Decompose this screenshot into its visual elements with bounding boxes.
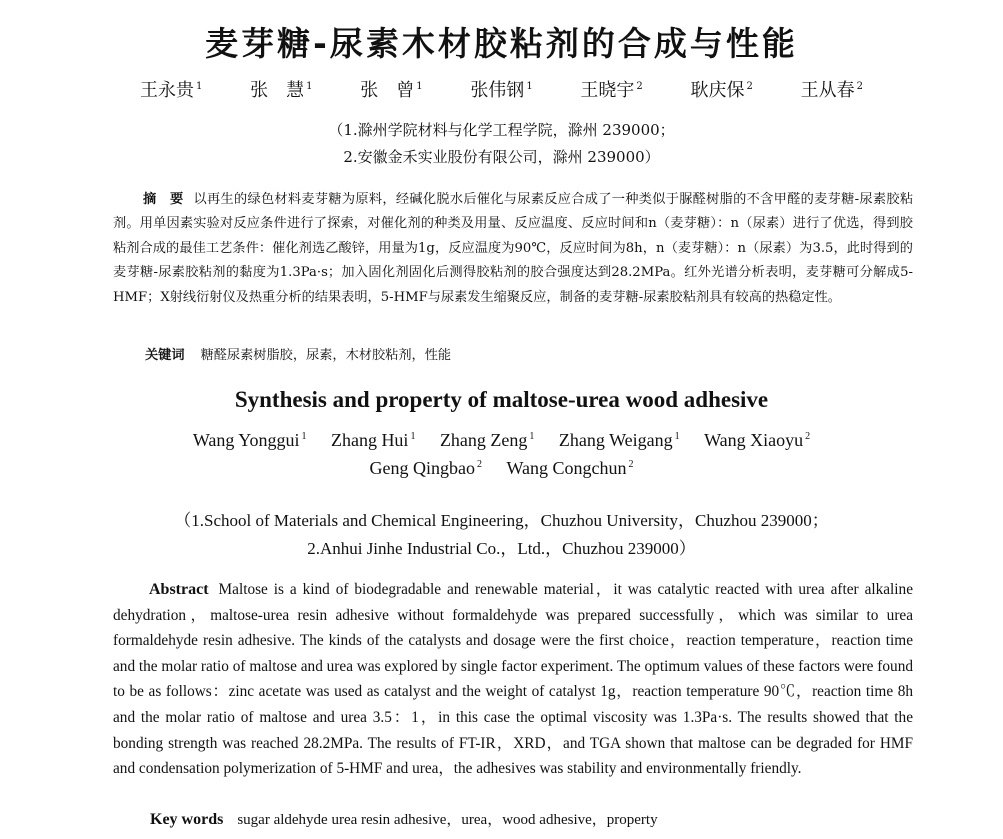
author: 张 曾 $^1$ <box>360 80 423 101</box>
chinese-keywords <box>145 344 451 363</box>
chinese-affiliation-1: （1.滁州学院材料与化学工程学院，滁州 239000； <box>328 121 675 139</box>
english-abstract-text: Maltose is a kind of biodegradable and renewable material，it was catalytic reacted with urea after alkaline dehydration，maltose-urea resin adhesive without formaldehyde was prepared successfully，which was similar to urea formaldehyde resin adhesive. The kinds of the catalysts and dosage were the first choice，reaction temperature，reaction time and the molar ratio of maltose and urea was explored by single factor experiment. The optimum values of these factors were found to be as follows：zinc acetate was used as catalyst and the weight of catalyst 1g，reaction temperature 90℃，reaction time 8h and the molar ratio of maltose and urea 3.5：1，in this case the optimal viscosity was 1.3Pa·s. The results showed that the bonding strength was reached 28.2MPa. The results of FT-IR，XRD，and TGA shown that maltose can be degraded for HMF and condensation polymerization of 5-HMF and urea，the adhesives was stability and environmentally friendly. <box>113 581 913 778</box>
chinese-affiliation-2: 2.安徽金禾实业股份有限公司，滁州 239000） <box>343 148 660 166</box>
chinese-keywords-label: 关键词 <box>145 348 185 363</box>
author: Wang Xiaoyu $^2$ <box>704 430 811 450</box>
author: 王晓宇 $^2$ <box>580 80 643 101</box>
english-affiliation-2: 2.Anhui Jinhe Industrial Co.，Ltd.，Chuzhou 239000） <box>307 539 696 558</box>
author: Zhang Hui $^1$ <box>330 430 416 450</box>
english-title: Synthesis and property of maltose-urea wood adhesive <box>234 387 769 412</box>
chinese-keywords-text: 糖醛尿素树脂胶，尿素，木材胶粘剂，性能 <box>200 348 452 363</box>
english-authors-line-1 <box>0 430 1003 451</box>
author: 王永贵 $^1$ <box>139 80 203 101</box>
author: Geng Qingbao $^2$ <box>369 458 482 478</box>
author: 张 慧 $^1$ <box>250 80 313 101</box>
english-keywords <box>150 808 658 829</box>
english-keywords-text: sugar aldehyde urea resin adhesive，urea，wood adhesive，property <box>237 812 658 828</box>
chinese-authors <box>0 76 1003 102</box>
english-abstract-label: Abstract <box>149 581 209 598</box>
english-affiliation-1: （1.School of Materials and Chemical Engineering，Chuzhou University，Chuzhou 239000； <box>174 511 829 530</box>
author: Wang Yonggui $^1$ <box>192 430 307 450</box>
english-keywords-label: Key words <box>150 811 224 828</box>
chinese-abstract-text: 以再生的绿色材料麦芽糖为原料，经碱化脱水后催化与尿素反应合成了一种类似于脲醛树脂的不含甲醛的麦芽糖-尿素胶粘剂。用单因素实验对反应条件进行了探索，对催化剂的种类及用量、反应温度、反应时间和n（麦芽糖）：n（尿素）进行了优选，得到胶粘剂合成的最佳工艺条件：催化剂选乙酸锌，用量为1g，反应温度为90℃，反应时间为8h，n（麦芽糖）：n（尿素）为3.5，此时得到的麦芽糖-尿素胶粘剂的黏度为1.3Pa·s；加入固化剂固化后测得胶粘剂的胶合强度达到28.2MPa。红外光谱分析表明，麦芽糖可分解成5-HMF；X射线衍射仪及热重分析的结果表明，5-HMF与尿素发生缩聚反应，制备的麦芽糖-尿素胶粘剂具有较高的热稳定性。 <box>113 192 914 305</box>
author: Wang Congchun $^2$ <box>506 458 634 478</box>
author: Zhang Zeng $^1$ <box>439 430 535 450</box>
author: 耿庆保 $^2$ <box>690 80 753 101</box>
chinese-abstract <box>113 188 913 310</box>
english-abstract <box>113 577 913 782</box>
author: Zhang Weigang $^1$ <box>558 430 680 450</box>
author: 王从春 $^2$ <box>800 80 864 101</box>
chinese-title: 麦芽糖-尿素木材胶粘剂的合成与性能 <box>205 24 798 63</box>
english-authors-line-2 <box>0 458 1003 479</box>
chinese-abstract-label: 摘 要 <box>143 192 184 207</box>
author: 张伟钢 $^1$ <box>470 80 533 101</box>
